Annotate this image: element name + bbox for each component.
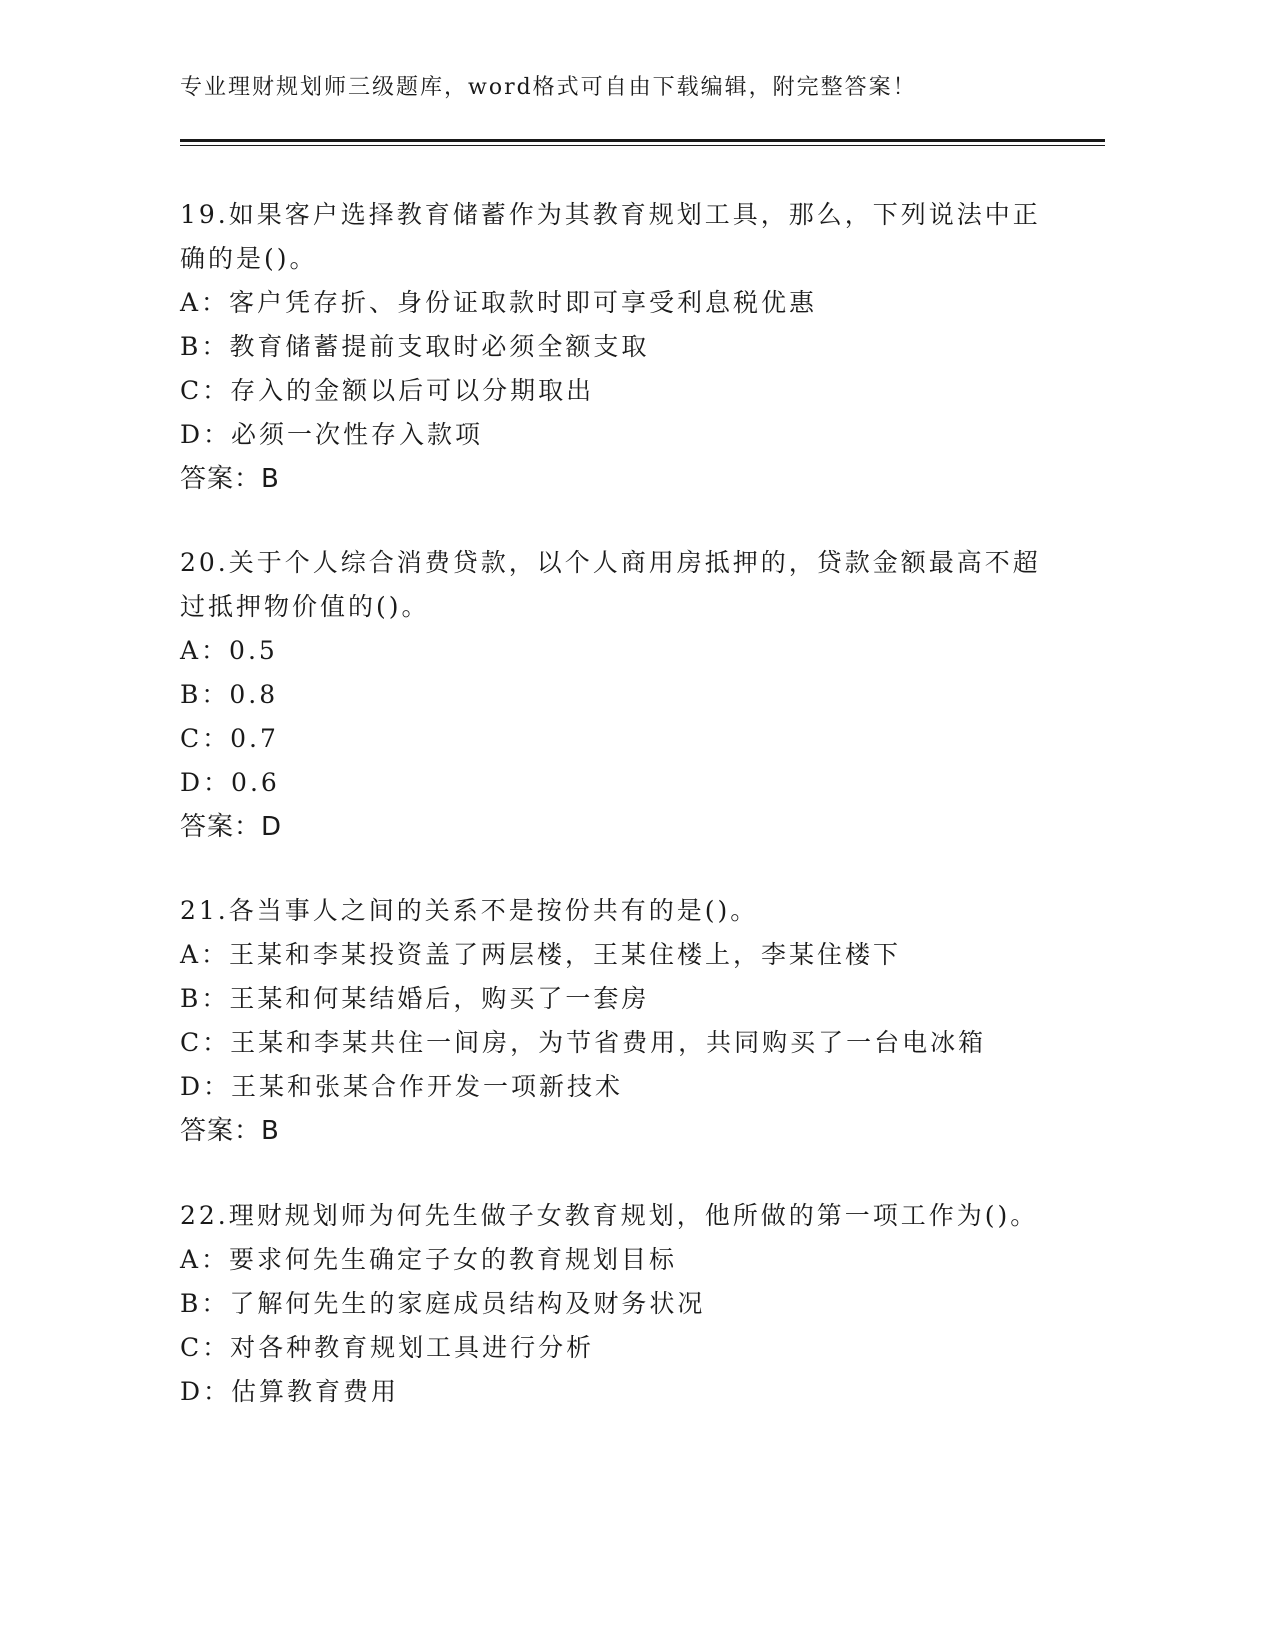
option-c: C：对各种教育规划工具进行分析 <box>180 1333 595 1362</box>
option-d: D：0.6 <box>180 768 280 797</box>
option-b: B：教育储蓄提前支取时必须全额支取 <box>180 332 650 361</box>
option-c: C：王某和李某共住一间房，为节省费用，共同购买了一台电冰箱 <box>180 1028 987 1057</box>
question-stem-line: 过抵押物价值的()。 <box>180 592 430 621</box>
option-b: B：0.8 <box>180 680 279 709</box>
option-c: C：存入的金额以后可以分期取出 <box>180 376 595 405</box>
question-20 <box>180 541 1040 849</box>
option-b: B：了解何先生的家庭成员结构及财务状况 <box>180 1289 706 1318</box>
header-rule-thick <box>180 139 1105 142</box>
option-a: A：0.5 <box>180 636 278 665</box>
option-d: D：必须一次性存入款项 <box>180 420 484 449</box>
option-a: A：客户凭存折、身份证取款时即可享受利息税优惠 <box>180 288 818 317</box>
question-stem <box>180 541 1040 629</box>
option-d: D：估算教育费用 <box>180 1377 400 1406</box>
option-c: C：0.7 <box>180 724 279 753</box>
question-stem <box>180 889 1040 933</box>
answer: 答案：D <box>180 812 283 842</box>
question-19 <box>180 193 1040 501</box>
question-stem-line: 20.关于个人综合消费贷款，以个人商用房抵押的，贷款金额最高不超 <box>180 548 1041 577</box>
question-stem-line: 22.理财规划师为何先生做子女教育规划，他所做的第一项工作为()。 <box>180 1201 1039 1230</box>
option-a: A：要求何先生确定子女的教育规划目标 <box>180 1245 678 1274</box>
option-b: B：王某和何某结婚后，购买了一套房 <box>180 984 650 1013</box>
question-stem <box>180 1194 1040 1238</box>
option-a: A：王某和李某投资盖了两层楼，王某住楼上，李某住楼下 <box>180 940 902 969</box>
question-stem <box>180 193 1040 281</box>
question-22 <box>180 1194 1040 1414</box>
option-d: D：王某和张某合作开发一项新技术 <box>180 1072 624 1101</box>
answer: 答案：B <box>180 1116 280 1146</box>
question-stem-line: 21.各当事人之间的关系不是按份共有的是()。 <box>180 896 759 925</box>
header-rule-thin <box>180 145 1105 146</box>
question-21 <box>180 889 1040 1153</box>
question-stem-line: 确的是()。 <box>180 244 318 273</box>
question-stem-line: 19.如果客户选择教育储蓄作为其教育规划工具，那么，下列说法中正 <box>180 200 1041 229</box>
page-header: 专业理财规划师三级题库，word格式可自由下载编辑，附完整答案！ <box>180 75 917 100</box>
answer: 答案：B <box>180 464 280 494</box>
